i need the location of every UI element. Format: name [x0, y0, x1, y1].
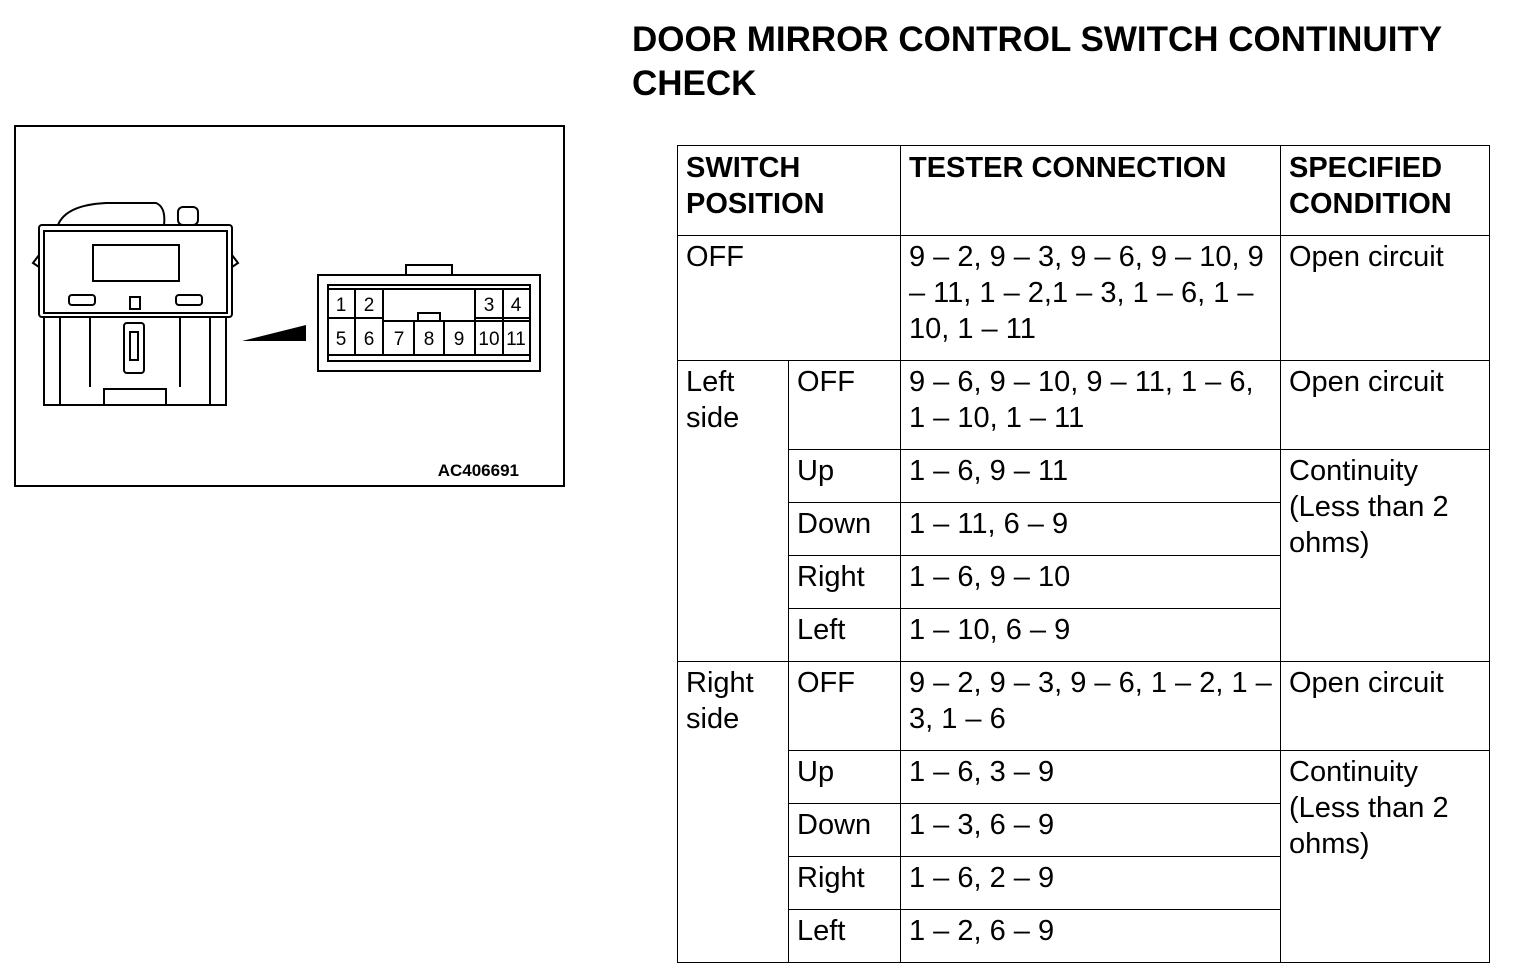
table-row: [678, 361, 1490, 450]
table-row: [678, 236, 1490, 361]
pin-label: 5: [335, 329, 347, 350]
position-cell: Right: [789, 556, 901, 609]
connection-cell: 1 – 3, 6 – 9: [901, 804, 1281, 857]
connection-cell: 9 – 2, 9 – 3, 9 – 6, 9 – 10, 9 – 11, 1 – 2,1 – 3, 1 – 6, 1 –10, 1 – 11: [901, 236, 1281, 361]
pin-label: 9: [453, 329, 465, 350]
side-label-left: Left side: [678, 361, 789, 662]
figure-code: AC406691: [437, 461, 519, 480]
header-specified-condition: SPECIFIED CONDITION: [1281, 146, 1490, 236]
pin-label: 4: [510, 295, 522, 316]
switch-illustration: [16, 127, 567, 489]
page-title: DOOR MIRROR CONTROL SWITCH CONTINUITY CHECK: [632, 20, 1442, 103]
connection-cell: 1 – 6, 3 – 9: [901, 751, 1281, 804]
header-switch-position: SWITCH POSITION: [678, 146, 901, 236]
pin-label: 2: [363, 295, 375, 316]
table-row: [678, 662, 1490, 751]
condition-cell: Continuity (Less than 2 ohms): [1281, 450, 1490, 662]
pin-label: 1: [335, 295, 347, 316]
table-row: [678, 751, 1490, 804]
pin-label: 11: [506, 329, 526, 350]
side-label-right: Right side: [678, 662, 789, 963]
position-cell: OFF: [789, 361, 901, 450]
condition-cell: Open circuit: [1281, 361, 1490, 450]
connection-cell: 1 – 6, 9 – 11: [901, 450, 1281, 503]
connection-cell: 1 – 2, 6 – 9: [901, 910, 1281, 963]
position-cell: Right: [789, 857, 901, 910]
connection-cell: 9 – 6, 9 – 10, 9 – 11, 1 – 6, 1 – 10, 1 – 11: [901, 361, 1281, 450]
table-header-row: [678, 146, 1490, 236]
condition-cell: Open circuit: [1281, 662, 1490, 751]
pin-label: 7: [393, 329, 405, 350]
position-cell: Up: [789, 450, 901, 503]
condition-cell: Open circuit: [1281, 236, 1490, 361]
header-tester-connection: TESTER CONNECTION: [901, 146, 1281, 236]
pin-label: 10: [478, 329, 500, 350]
pin-label: 3: [483, 295, 495, 316]
connection-cell: 1 – 11, 6 – 9: [901, 503, 1281, 556]
connection-cell: 1 – 6, 9 – 10: [901, 556, 1281, 609]
connection-cell: 1 – 6, 2 – 9: [901, 857, 1281, 910]
condition-cell: Continuity (Less than 2 ohms): [1281, 751, 1490, 963]
position-cell: Down: [789, 804, 901, 857]
position-cell: OFF: [789, 662, 901, 751]
position-cell: Up: [789, 751, 901, 804]
position-cell: Down: [789, 503, 901, 556]
position-cell: OFF: [678, 236, 901, 361]
connection-cell: 1 – 10, 6 – 9: [901, 609, 1281, 662]
position-cell: Left: [789, 910, 901, 963]
pin-label: 8: [423, 329, 435, 350]
continuity-table: [677, 145, 1490, 963]
pin-label: 6: [363, 329, 375, 350]
table-row: [678, 450, 1490, 503]
position-cell: Left: [789, 609, 901, 662]
switch-figure: [14, 125, 565, 487]
connection-cell: 9 – 2, 9 – 3, 9 – 6, 1 – 2, 1 – 3, 1 – 6: [901, 662, 1281, 751]
